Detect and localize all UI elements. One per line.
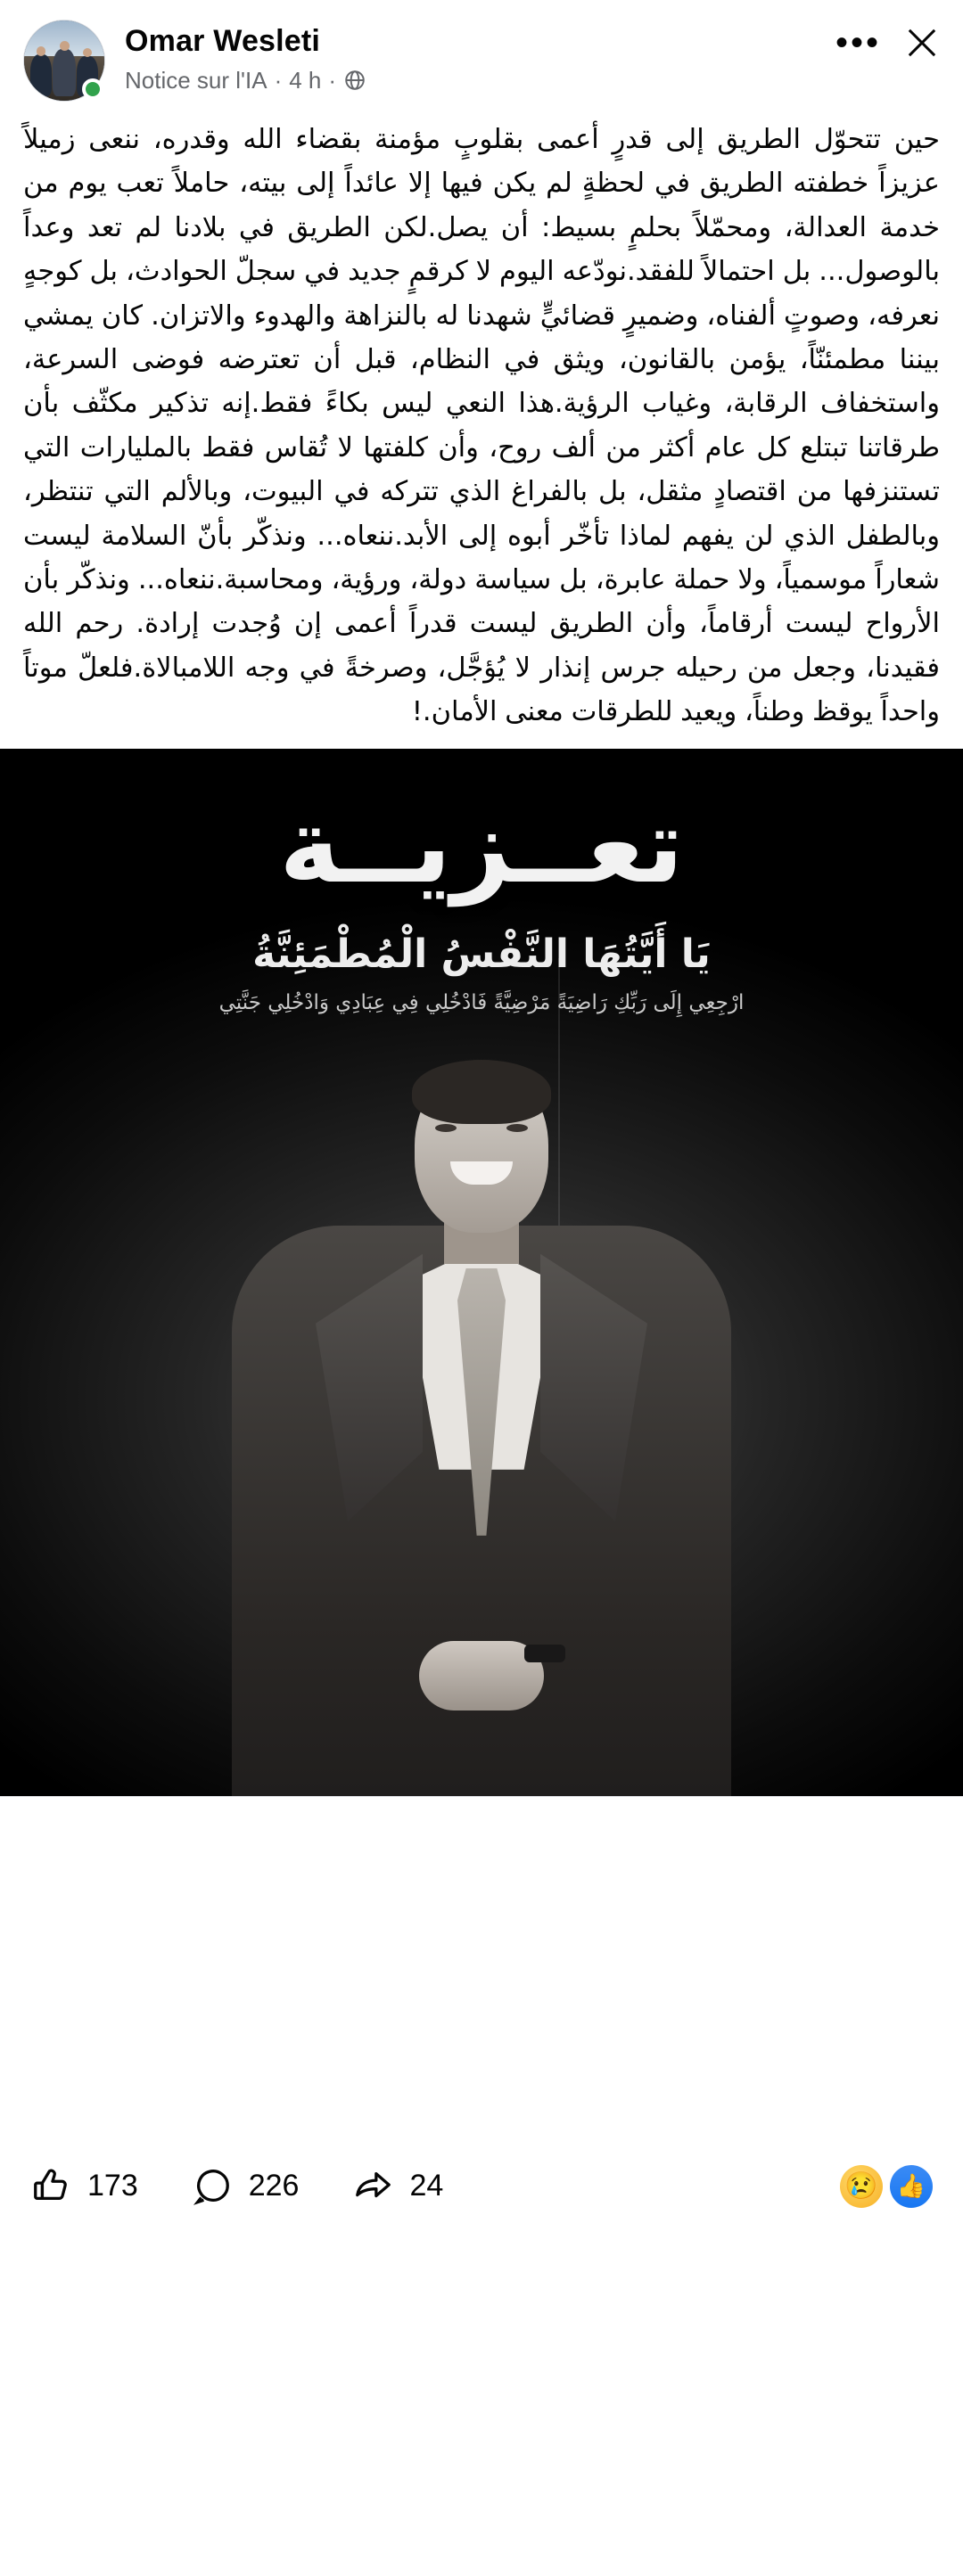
like-reaction-icon: 👍	[890, 2165, 933, 2208]
share-count: 24	[409, 2169, 444, 2203]
post-header	[0, 0, 963, 111]
author-name[interactable]: Omar Wesleti	[125, 24, 321, 58]
care-reaction-icon: 😢	[840, 2165, 883, 2208]
comment-count: 226	[248, 2169, 300, 2203]
globe-icon[interactable]	[343, 69, 366, 92]
meta-separator-1: ·	[274, 66, 283, 94]
portrait-figure	[205, 1056, 758, 1796]
reaction-summary[interactable]	[840, 2165, 933, 2208]
close-icon[interactable]	[904, 25, 940, 61]
dots-menu-icon[interactable]: •••	[835, 23, 881, 62]
ai-notice-label[interactable]: Notice sur l'IA	[125, 66, 268, 94]
like-count: 173	[87, 2169, 138, 2203]
meta-separator-2: ·	[328, 66, 337, 94]
comment-bubble-icon	[192, 2166, 233, 2207]
engagement-actions	[30, 2166, 443, 2207]
image-subtitle-secondary: ارْجِعِي إِلَى رَبِّكِ رَاضِيَةً مَرْضِيَّةً فَادْخُلِي فِي عِبَادِي وَادْخُلِي جَنَّتِي	[218, 990, 745, 1014]
post-meta	[125, 67, 835, 94]
avatar[interactable]	[23, 20, 105, 102]
image-title: تعــزيــة	[279, 785, 684, 907]
thumbs-up-icon	[30, 2166, 71, 2207]
header-actions	[835, 20, 940, 61]
post-footer	[0, 1796, 963, 2576]
online-status-dot	[82, 78, 103, 100]
share-arrow-icon	[352, 2166, 393, 2207]
share-button[interactable]	[352, 2166, 443, 2207]
post-body-text: حين تتحوّل الطريق إلى قدرٍ أعمى بقلوبٍ مؤمنة بقضاء الله وقدره، ننعى زميلاً عزيزاً خطفته الطريق في لحظةٍ لم يكن فيها إلا عائداً إلى بيته، حاملاً تعب يوم من خدمة العدالة، ومحمّلاً بحلمٍ بسيط: أن يصل.لكن الطريق في بلادنا لم تعد وعداً بالوصول... بل احتمالاً للفقد.نودّعه اليوم لا كرقمٍ جديد في سجلّ الحوادث، بل كوجهٍ نعرفه، وصوتٍ ألفناه، وضميرٍ قضائيٍّ شهدنا له بالنزاهة والهدوء والاتزان. كان يمشي بيننا مطمئنّاً، يؤمن بالقانون، ويثق في النظام، قبل أن تعترضه فوضى السرعة، واستخفاف الرقابة، وغياب الرؤية.هذا النعي ليس بكاءً فقط.إنه تذكير مكثّف بأن طرقاتنا تبتلع كل عام أكثر من ألف روح، وأن كلفتها لا تُقاس فقط بالمليارات التي تستنزفها من اقتصادٍ مثقل، بل بالفراغ الذي تتركه في البيوت، وبالألم التي تنتظر، وبالطفل الذي لن يفهم لماذا تأخّر أبوه إلى الأبد.ننعاه... ونذكّر بأنّ السلامة ليست شعاراً موسمياً، ولا حملة عابرة، بل سياسة دولة، ورؤية، ومحاسبة.ننعاه... ونذكّر بأن الأرواح ليست أرقاماً، وأن الطريق ليست قدراً أعمى إن وُجدت إرادة. رحم الله فقيدنا، وجعل من رحيله جرس إنذار لا يُؤجَّل، وصرخةً في وجه اللامبالاة.فلعلّ موتاً واحداً يوقظ وطناً، ويعيد للطرقات معنى الأمان.!	[23, 124, 940, 728]
post-time: 4 h	[289, 66, 322, 94]
image-subtitle: يَا أَيَّتُهَا النَّفْسُ الْمُطْمَئِنَّةُ	[252, 931, 711, 977]
post-image[interactable]	[0, 749, 963, 1796]
post-author-block	[125, 20, 835, 94]
comment-button[interactable]	[192, 2166, 300, 2207]
like-button[interactable]	[30, 2166, 138, 2207]
